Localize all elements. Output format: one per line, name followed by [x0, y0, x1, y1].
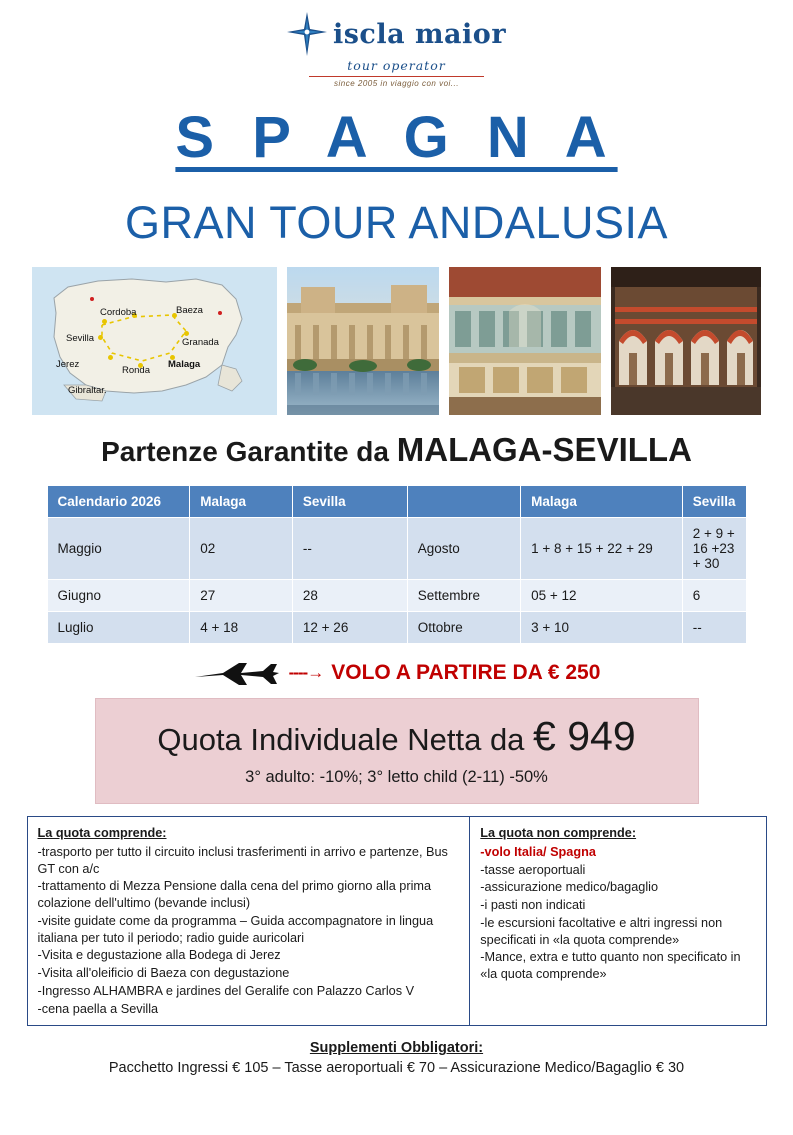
- brand-logo: [0, 0, 793, 88]
- table-row: [47, 518, 746, 580]
- mandatory-supplements: [0, 1040, 793, 1076]
- logo-tagline: since 2005 in viaggio con voi...: [334, 79, 459, 88]
- alcazar-interior-photo: [449, 267, 601, 415]
- cell-month: Giugno: [47, 580, 190, 612]
- mezquita-cordoba-arches-photo: [611, 267, 761, 415]
- col-malaga-2: Malaga: [521, 486, 683, 518]
- included-item: -Ingresso ALHAMBRA e jardines del Geralife con Palazzo Carlos V: [37, 983, 415, 998]
- price-box: [95, 698, 699, 804]
- cell-month-2: Settembre: [407, 580, 520, 612]
- map-of-spain: [32, 267, 277, 415]
- col-malaga-1: Malaga: [190, 486, 293, 518]
- cell-malaga: 27: [190, 580, 293, 612]
- included-item: -trasporto per tutto il circuito inclusi trasferimenti in arrivo e partenze, Bus GT con a/c: [37, 844, 448, 876]
- included-item: -cena paella a Sevilla: [37, 1001, 159, 1016]
- excluded-item-flight: -volo Italia/ Spagna: [480, 844, 596, 859]
- included-title: La quota comprende:: [37, 826, 167, 840]
- cell-sevilla-2: --: [682, 612, 746, 644]
- flight-price-text: VOLO A PARTIRE DA € 250: [331, 661, 601, 684]
- page-title: S P A G N A: [175, 105, 618, 170]
- excluded-item: -assicurazione medico/bagaglio: [480, 880, 659, 895]
- cell-sevilla: 12 + 26: [292, 612, 407, 644]
- map-label-gibraltar: Gibraltar.: [68, 385, 107, 396]
- route-dot: [184, 331, 189, 336]
- cell-month: Maggio: [47, 518, 190, 580]
- departures-heading: [0, 431, 793, 469]
- supplements-title: Supplementi Obbligatori:: [309, 1040, 484, 1057]
- route-dot: [98, 335, 103, 340]
- map-label-granada: Granada: [182, 337, 219, 348]
- excluded-item: -tasse aeroportuali: [480, 862, 586, 877]
- table-row: [47, 612, 746, 644]
- included-item: -visite guidate come da programma – Guida accompagnatore in lingua italiana per tuto il periodo; radio guide auricolari: [37, 913, 434, 945]
- cell-month-2: Agosto: [407, 518, 520, 580]
- cell-sevilla-2: 2 + 9 + 16 +23 + 30: [682, 518, 746, 580]
- excluded-column: [470, 817, 765, 1025]
- cell-malaga-2: 05 + 12: [521, 580, 683, 612]
- col-sevilla-1: Sevilla: [292, 486, 407, 518]
- excluded-item: -le escursioni facoltative e altri ingressi non specificati in «la quota comprende»: [480, 915, 723, 947]
- col-month-2: [407, 486, 520, 518]
- route-dot: [102, 319, 107, 324]
- map-label-sevilla: Sevilla: [66, 333, 94, 344]
- departures-prefix: Partenze Garantite da: [101, 436, 397, 467]
- cell-malaga: 4 + 18: [190, 612, 293, 644]
- cell-malaga-2: 3 + 10: [521, 612, 683, 644]
- map-label-jerez: Jerez: [56, 359, 80, 370]
- col-calendario: Calendario 2026: [47, 486, 190, 518]
- cell-malaga-2: 1 + 8 + 15 + 22 + 29: [521, 518, 683, 580]
- logo-divider: [309, 76, 484, 77]
- cell-sevilla: 28: [292, 580, 407, 612]
- price-label: Quota Individuale Netta da: [157, 722, 534, 757]
- image-strip: [0, 267, 793, 417]
- included-item: -Visita all'oleificio di Baeza con degustazione: [37, 966, 290, 981]
- map-label-ronda: Ronda: [122, 365, 150, 376]
- cell-sevilla-2: 6: [682, 580, 746, 612]
- excluded-item: -i pasti non indicati: [480, 898, 586, 913]
- page-subtitle: GRAN TOUR ANDALUSIA: [125, 197, 668, 248]
- compass-star-icon: [287, 12, 327, 56]
- map-label-malaga: Malaga: [168, 359, 201, 370]
- included-item: -trattamento di Mezza Pensione dalla cena del primo giorno alla prima colazione dell'ultimo (bevande inclusi): [37, 879, 432, 911]
- price-note: 3° adulto: -10%; 3° letto child (2-11) -50%: [245, 768, 548, 786]
- cell-month-2: Ottobre: [407, 612, 520, 644]
- excluded-item: -Mance, extra e tutto quanto non specificato in «la quota comprende»: [480, 950, 741, 982]
- map-marker: [218, 311, 222, 315]
- col-sevilla-2: Sevilla: [682, 486, 746, 518]
- cell-sevilla: --: [292, 518, 407, 580]
- arrow-dashes: ----→: [288, 663, 324, 682]
- price-headline: [96, 713, 698, 760]
- price-amount: € 949: [533, 713, 636, 759]
- alhambra-courtyard-photo: [287, 267, 439, 415]
- route-dot: [108, 355, 113, 360]
- airplane-icon: [193, 660, 281, 686]
- supplements-line: Pacchetto Ingressi € 105 – Tasse aeroportuali € 70 – Assicurazione Medico/Bagaglio € 30: [108, 1060, 685, 1077]
- map-marker: [90, 297, 94, 301]
- cell-malaga: 02: [190, 518, 293, 580]
- inclusions-panel: [27, 816, 767, 1026]
- departures-cities: MALAGA-SEVILLA: [396, 431, 692, 468]
- calendar-table: [47, 485, 747, 644]
- logo-subtitle: tour operator: [347, 58, 446, 73]
- included-column: [28, 817, 471, 1025]
- cell-month: Luglio: [47, 612, 190, 644]
- excluded-title: La quota non comprende:: [480, 826, 637, 840]
- map-label-cordoba: Cordoba: [100, 307, 137, 318]
- map-label-baeza: Baeza: [176, 305, 203, 316]
- table-header-row: [47, 486, 746, 518]
- flight-note: [0, 660, 793, 686]
- table-row: [47, 580, 746, 612]
- included-item: -Visita e degustazione alla Bodega di Jerez: [37, 948, 281, 963]
- logo-brand-text: iscla maior: [332, 18, 507, 50]
